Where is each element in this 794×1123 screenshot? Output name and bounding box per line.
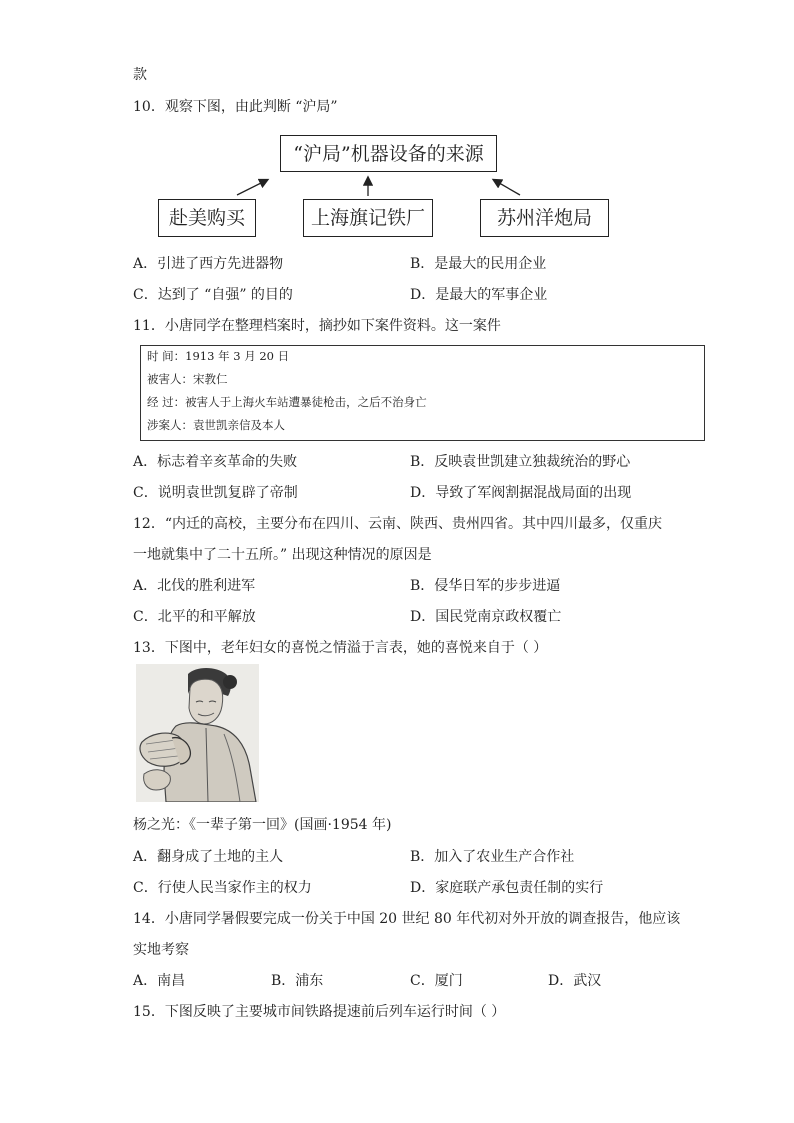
q13-option-d[interactable]: D．家庭联产承包责任制的实行 [410,880,604,896]
question-12-stem-line2: 一地就集中了二十五所。” 出现这种情况的原因是 [133,547,432,563]
diagram-right-box: 苏州洋炮局 [480,199,609,237]
elderly-woman-illustration [136,664,259,802]
question-13-stem: 13．下图中，老年妇女的喜悦之情溢于言表，她的喜悦来自于（ ） [133,640,548,656]
q10-option-d[interactable]: D．是最大的军事企业 [410,287,548,303]
q10-option-b[interactable]: B．是最大的民用企业 [410,256,547,272]
case-suspect: 涉案人：袁世凯亲信及本人 [147,418,285,432]
q14-option-a[interactable]: A．南昌 [133,973,186,989]
arrow-right [494,180,520,195]
q12-option-a[interactable]: A．北伐的胜利进军 [133,578,256,594]
q11-option-a[interactable]: A．标志着辛亥革命的失败 [133,454,298,470]
painting-image [136,664,259,802]
q14-option-d[interactable]: D．武汉 [548,973,602,989]
question-14-stem-line2: 实地考察 [133,942,189,958]
question-12-stem-line1: 12．“内迁的高校，主要分布在四川、云南、陕西、贵州四省。其中四川最多，仅重庆 [133,516,662,532]
question-14-stem-line1: 14．小唐同学暑假要完成一份关于中国 20 世纪 80 年代初对外开放的调查报告，他应该 [133,911,681,927]
q13-option-a[interactable]: A．翻身成了土地的主人 [133,849,284,865]
q14-option-b[interactable]: B．浦东 [271,973,324,989]
question-11-stem: 11．小唐同学在整理档案时，摘抄如下案件资料。这一案件 [133,318,501,334]
q11-option-d[interactable]: D．导致了军阀割据混战局面的出现 [410,485,632,501]
q12-option-d[interactable]: D．国民党南京政权覆亡 [410,609,562,625]
diagram-arrows [0,0,794,260]
diagram-left-box: 赴美购买 [158,199,256,237]
arrow-left [237,180,267,195]
question-15-stem: 15．下图反映了主要城市间铁路提速前后列车运行时间（ ） [133,1004,506,1020]
diagram-middle-box: 上海旗记铁厂 [303,199,433,237]
case-process: 经 过：被害人于上海火车站遭暴徒枪击，之后不治身亡 [147,395,427,409]
text-fragment: 款 [133,67,147,83]
q13-option-b[interactable]: B．加入了农业生产合作社 [410,849,575,865]
q13-option-c[interactable]: C．行使人民当家作主的权力 [133,880,312,896]
q14-option-c[interactable]: C．厦门 [410,973,463,989]
q11-option-c[interactable]: C．说明袁世凯复辟了帝制 [133,485,298,501]
q10-option-c[interactable]: C．达到了 “自强” 的目的 [133,287,293,303]
question-10-stem: 10．观察下图，由此判断 “沪局” [133,99,338,115]
q10-option-a[interactable]: A．引进了西方先进器物 [133,256,284,272]
q11-option-b[interactable]: B．反映袁世凯建立独裁统治的野心 [410,454,631,470]
q12-option-b[interactable]: B．侵华日军的步步进逼 [410,578,561,594]
painting-caption: 杨之光：《一辈子第一回》(国画·1954 年) [133,817,392,833]
case-victim: 被害人：宋教仁 [147,372,228,386]
q12-option-c[interactable]: C．北平的和平解放 [133,609,256,625]
case-time: 时 间：1913 年 3 月 20 日 [147,349,290,363]
diagram-top-box: “沪局”机器设备的来源 [280,135,497,172]
case-record-box [140,345,705,441]
